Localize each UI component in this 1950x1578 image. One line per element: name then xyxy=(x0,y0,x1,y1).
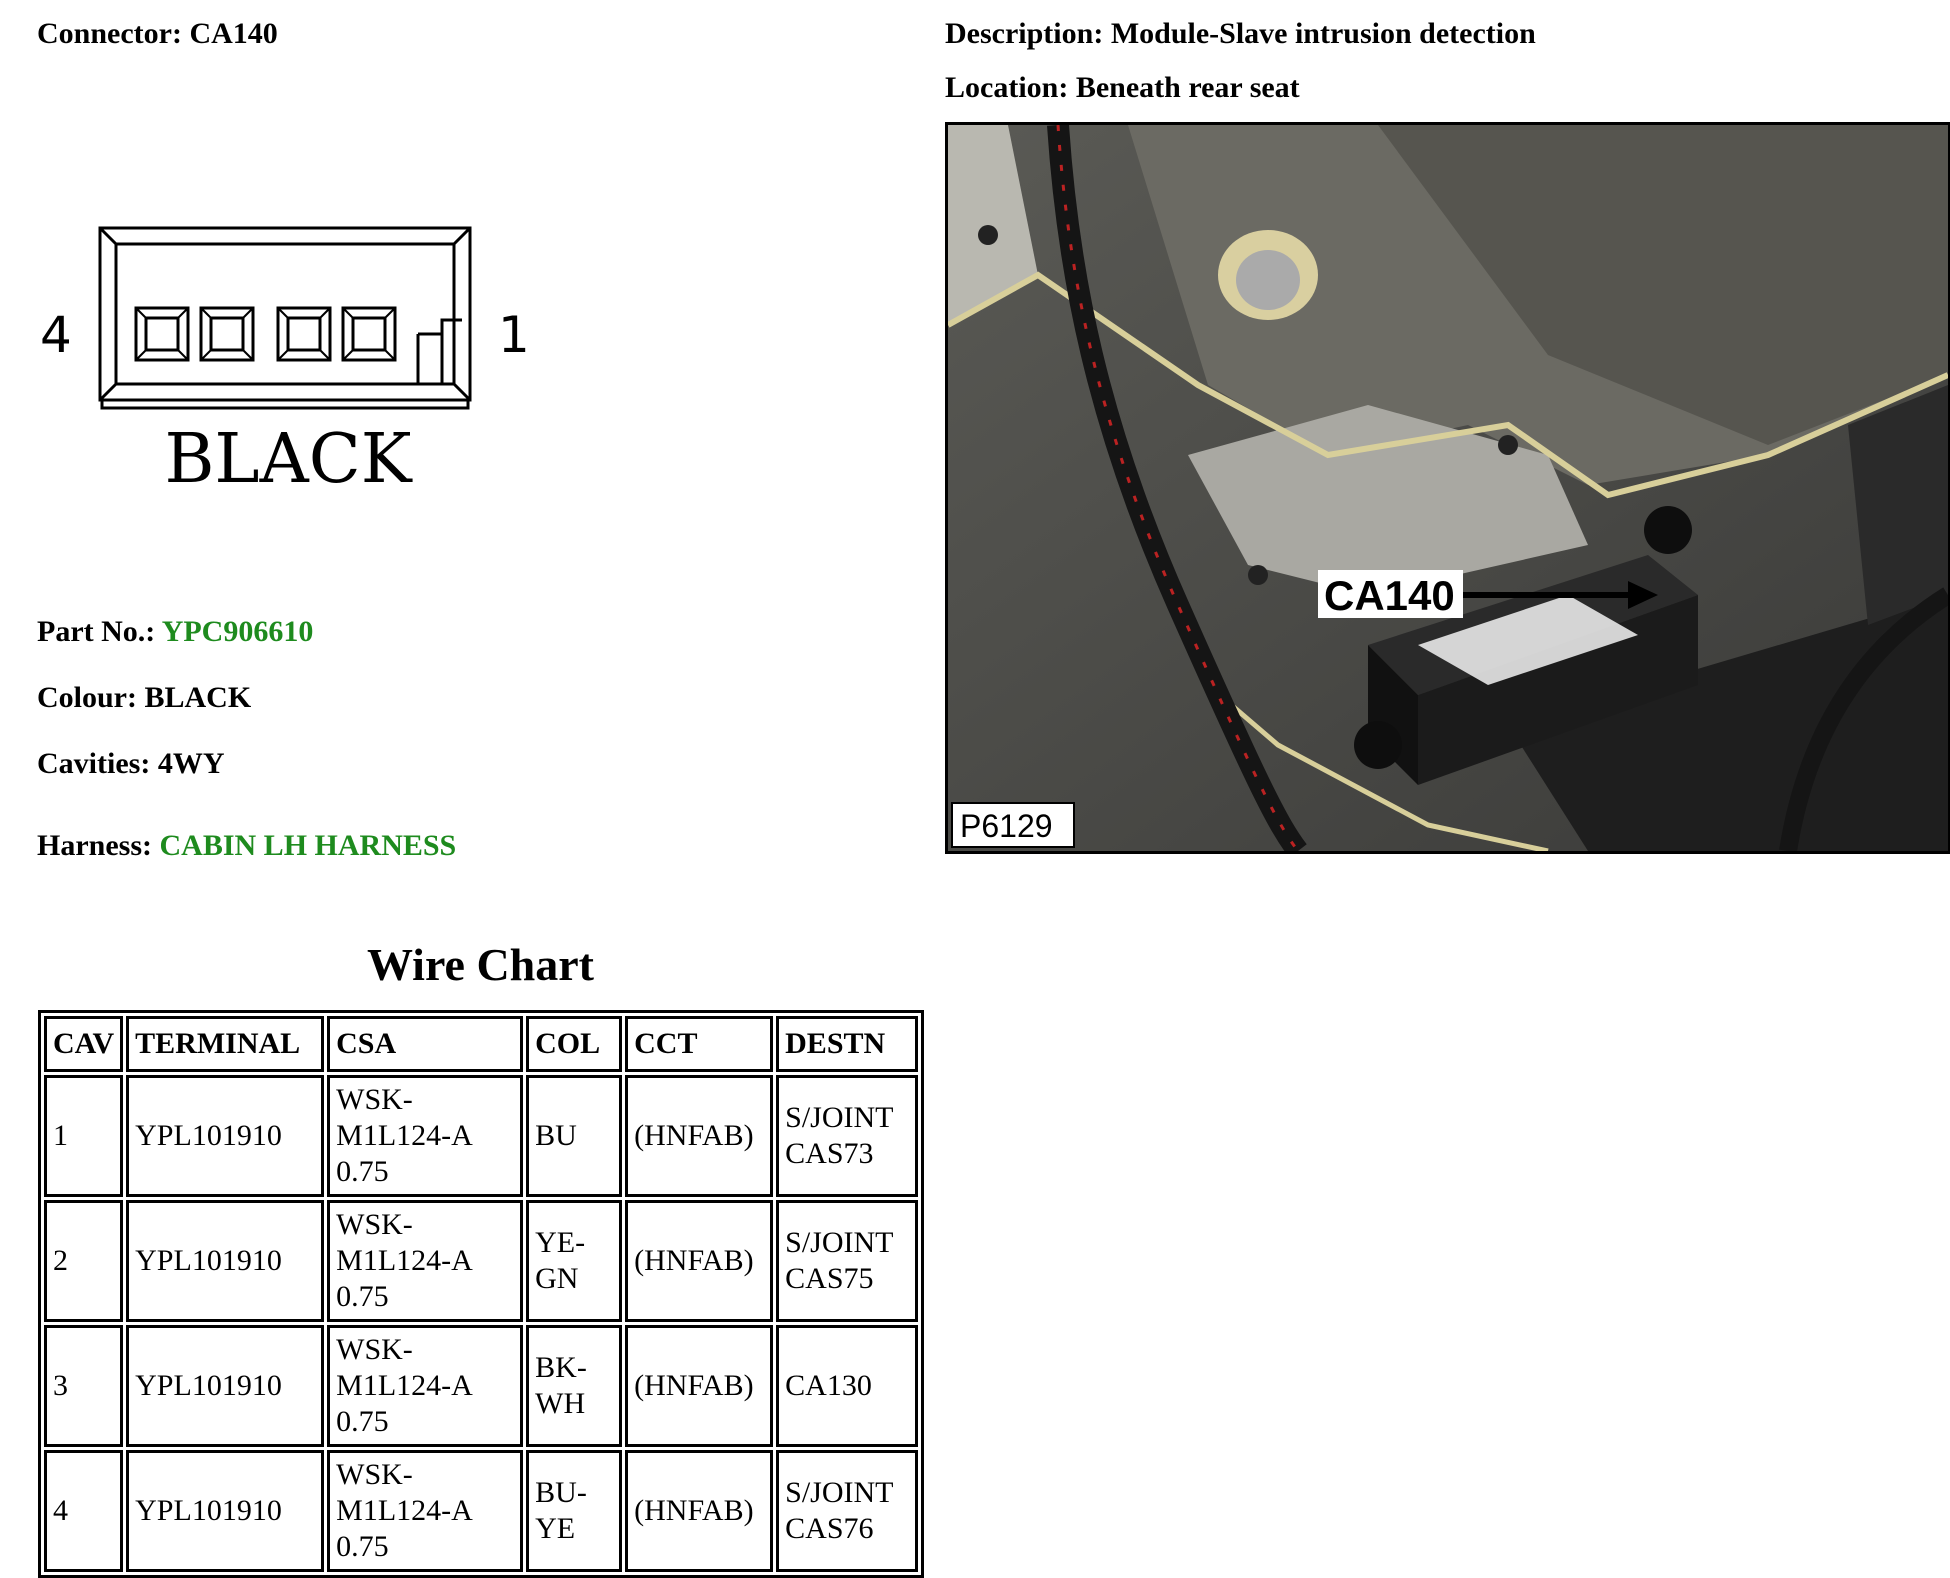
cell-cct: (HNFAB) xyxy=(625,1200,773,1322)
table-header-row xyxy=(44,1016,918,1072)
cell-col: BU xyxy=(526,1075,622,1197)
colour-label: Colour: xyxy=(37,681,137,714)
location-label: Location: xyxy=(945,71,1069,104)
connector-value: CA140 xyxy=(189,17,278,50)
table-row xyxy=(44,1450,918,1572)
cell-destn: CA130 xyxy=(776,1325,918,1447)
header-col: COL xyxy=(526,1016,622,1072)
cell-csa: WSK-M1L124-A 0.75 xyxy=(327,1325,523,1447)
cell-destn: S/JOINT CAS73 xyxy=(776,1075,918,1197)
table-row xyxy=(44,1075,918,1197)
cell-csa: WSK-M1L124-A 0.75 xyxy=(327,1450,523,1572)
cell-col: YE-GN xyxy=(526,1200,622,1322)
photo-id: P6129 xyxy=(960,808,1053,844)
part-no-label: Part No.: xyxy=(37,615,156,648)
harness-field xyxy=(37,828,456,864)
cell-terminal: YPL101910 xyxy=(126,1075,324,1197)
wire-chart-table xyxy=(38,1010,924,1578)
cavities-label: Cavities: xyxy=(37,747,151,780)
colour-value: BLACK xyxy=(144,681,252,714)
cell-col: BU-YE xyxy=(526,1450,622,1572)
cell-csa: WSK-M1L124-A 0.75 xyxy=(327,1075,523,1197)
cavity-crosshatch xyxy=(136,308,395,360)
description-label: Description: xyxy=(945,17,1104,50)
table-row xyxy=(44,1325,918,1447)
description-field xyxy=(945,16,1536,52)
header-cav: CAV xyxy=(44,1016,123,1072)
cell-cav: 1 xyxy=(44,1075,123,1197)
description-value: Module-Slave intrusion detection xyxy=(1110,17,1536,50)
part-no-link[interactable]: YPC906610 xyxy=(161,615,314,648)
cell-destn: S/JOINT CAS75 xyxy=(776,1200,918,1322)
cell-terminal: YPL101910 xyxy=(126,1450,324,1572)
harness-link[interactable]: CABIN LH HARNESS xyxy=(159,829,457,862)
pin-label-right: 1 xyxy=(498,306,530,364)
callout-label: CA140 xyxy=(1324,572,1455,619)
location-value: Beneath rear seat xyxy=(1075,71,1300,104)
cell-cct: (HNFAB) xyxy=(625,1325,773,1447)
cell-terminal: YPL101910 xyxy=(126,1325,324,1447)
connector-field xyxy=(37,16,278,52)
header-csa: CSA xyxy=(327,1016,523,1072)
cell-csa: WSK-M1L124-A 0.75 xyxy=(327,1200,523,1322)
cell-cct: (HNFAB) xyxy=(625,1075,773,1197)
cell-cct: (HNFAB) xyxy=(625,1450,773,1572)
cell-cav: 4 xyxy=(44,1450,123,1572)
location-field xyxy=(945,70,1300,106)
header-destn: DESTN xyxy=(776,1016,918,1072)
header-terminal: TERMINAL xyxy=(126,1016,324,1072)
cell-cav: 3 xyxy=(44,1325,123,1447)
harness-label: Harness: xyxy=(37,829,152,862)
pin-label-left: 4 xyxy=(40,306,72,364)
drawing-colour-label: BLACK xyxy=(164,420,412,499)
connector-face-drawing xyxy=(30,210,550,500)
connector-housing xyxy=(100,228,470,408)
connector-label: Connector: xyxy=(37,17,182,50)
part-no-field xyxy=(37,614,313,650)
cell-destn: S/JOINT CAS76 xyxy=(776,1450,918,1572)
location-photo xyxy=(945,122,1950,854)
colour-field xyxy=(37,680,251,716)
wire-chart-title: Wire Chart xyxy=(367,939,594,990)
cell-cav: 2 xyxy=(44,1200,123,1322)
cell-terminal: YPL101910 xyxy=(126,1200,324,1322)
cavities-value: 4WY xyxy=(157,747,225,780)
cell-col: BK-WH xyxy=(526,1325,622,1447)
table-row xyxy=(44,1200,918,1322)
cavities-field xyxy=(37,746,224,782)
header-cct: CCT xyxy=(625,1016,773,1072)
